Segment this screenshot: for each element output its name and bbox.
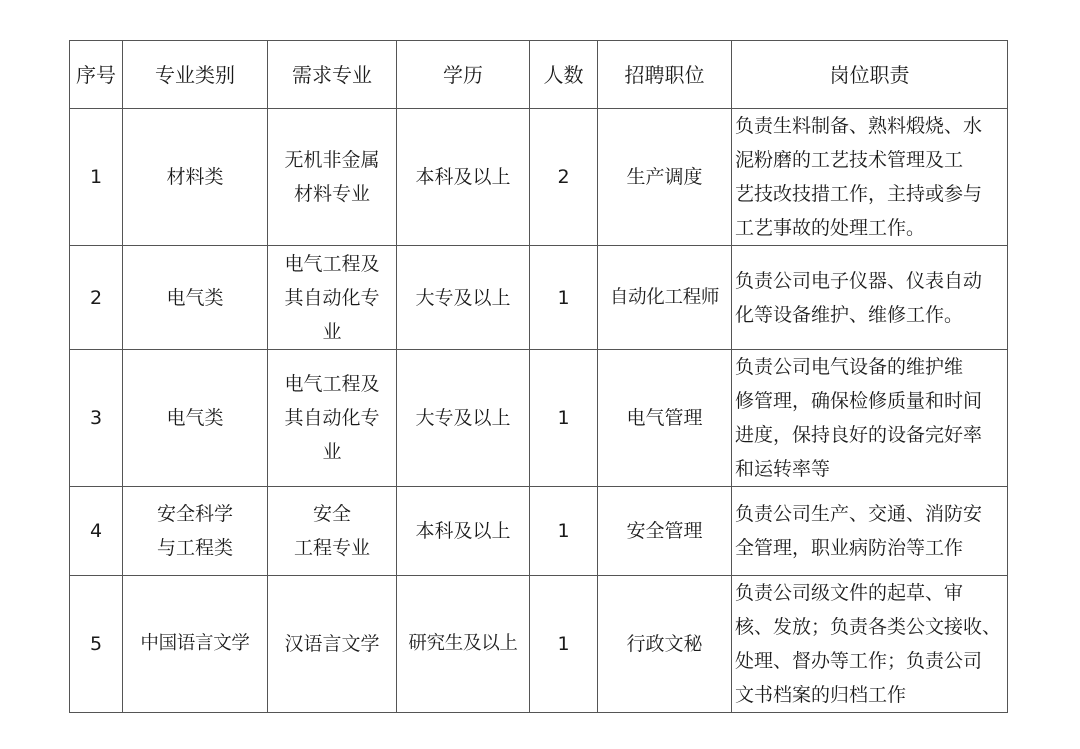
cell-duty: 负责公司级文件的起草、审 核、发放；负责各类公文接收、 处理、督办等工作；负责公司 文书档案的归档工作 bbox=[732, 576, 1008, 713]
cell-major: 无机非金属 材料专业 bbox=[268, 109, 397, 246]
table-row bbox=[70, 246, 1008, 350]
header-duty: 岗位职责 bbox=[732, 41, 1008, 109]
table-row bbox=[70, 576, 1008, 713]
cell-education: 研究生及以上 bbox=[397, 576, 530, 713]
header-seq: 序号 bbox=[70, 41, 123, 109]
header-count: 人数 bbox=[530, 41, 598, 109]
cell-major: 电气工程及 其自动化专 业 bbox=[268, 350, 397, 487]
cell-education: 本科及以上 bbox=[397, 109, 530, 246]
cell-education: 大专及以上 bbox=[397, 246, 530, 350]
cell-duty: 负责公司生产、交通、消防安 全管理，职业病防治等工作 bbox=[732, 487, 1008, 576]
cell-position: 自动化工程师 bbox=[598, 246, 732, 350]
cell-category: 安全科学 与工程类 bbox=[123, 487, 268, 576]
cell-count: 1 bbox=[530, 487, 598, 576]
cell-count: 1 bbox=[530, 576, 598, 713]
cell-position: 行政文秘 bbox=[598, 576, 732, 713]
header-category: 专业类别 bbox=[123, 41, 268, 109]
cell-position: 安全管理 bbox=[598, 487, 732, 576]
table-row bbox=[70, 350, 1008, 487]
cell-major: 电气工程及 其自动化专 业 bbox=[268, 246, 397, 350]
cell-seq: 5 bbox=[70, 576, 123, 713]
cell-position: 电气管理 bbox=[598, 350, 732, 487]
recruitment-table bbox=[69, 40, 1008, 713]
cell-education: 本科及以上 bbox=[397, 487, 530, 576]
cell-major: 汉语言文学 bbox=[268, 576, 397, 713]
header-education: 学历 bbox=[397, 41, 530, 109]
cell-seq: 1 bbox=[70, 109, 123, 246]
cell-seq: 4 bbox=[70, 487, 123, 576]
cell-duty: 负责公司电子仪器、仪表自动 化等设备维护、维修工作。 bbox=[732, 246, 1008, 350]
cell-count: 1 bbox=[530, 246, 598, 350]
cell-duty: 负责生料制备、熟料煅烧、水 泥粉磨的工艺技术管理及工 艺技改技措工作，主持或参与 工艺事故的处理工作。 bbox=[732, 109, 1008, 246]
cell-count: 1 bbox=[530, 350, 598, 487]
cell-category: 电气类 bbox=[123, 350, 268, 487]
header-major: 需求专业 bbox=[268, 41, 397, 109]
cell-seq: 3 bbox=[70, 350, 123, 487]
cell-duty: 负责公司电气设备的维护维 修管理，确保检修质量和时间 进度，保持良好的设备完好率 和运转率等 bbox=[732, 350, 1008, 487]
cell-seq: 2 bbox=[70, 246, 123, 350]
cell-position: 生产调度 bbox=[598, 109, 732, 246]
table-row bbox=[70, 487, 1008, 576]
cell-category: 材料类 bbox=[123, 109, 268, 246]
cell-category: 电气类 bbox=[123, 246, 268, 350]
cell-education: 大专及以上 bbox=[397, 350, 530, 487]
table-row bbox=[70, 109, 1008, 246]
header-position: 招聘职位 bbox=[598, 41, 732, 109]
table-header-row bbox=[70, 41, 1008, 109]
cell-category: 中国语言文学 bbox=[123, 576, 268, 713]
cell-major: 安全 工程专业 bbox=[268, 487, 397, 576]
cell-count: 2 bbox=[530, 109, 598, 246]
